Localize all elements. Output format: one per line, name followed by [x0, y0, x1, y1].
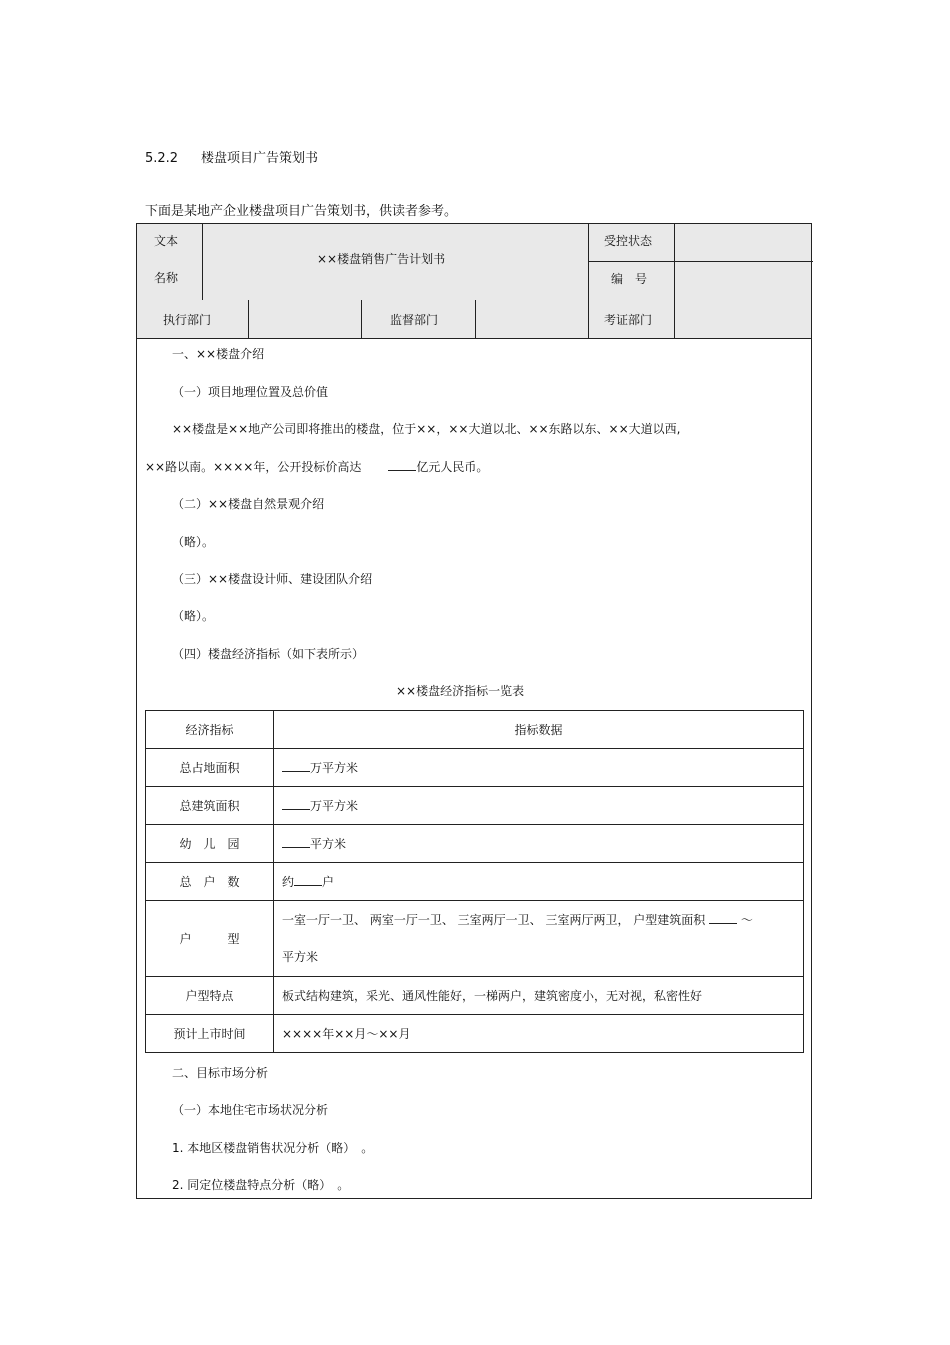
doc-name-label-2: 名称: [154, 271, 179, 285]
control-status-label: 受控状态: [604, 234, 653, 248]
value-blank[interactable]: [282, 798, 310, 810]
row-key: 预计上市时间: [146, 1015, 274, 1053]
section-heading: [145, 147, 318, 166]
bid-price-blank[interactable]: [388, 459, 416, 471]
section-2-1-item-2: 2. 同定位楼盘特点分析（略） 。: [172, 1178, 350, 1192]
audit-dept-label: 考证部门: [604, 313, 653, 327]
exec-dept-label: 执行部门: [163, 313, 212, 327]
table-header-row: [146, 711, 804, 749]
row-key: 总建筑面积: [146, 787, 274, 825]
section-1-1-para-2: [145, 458, 488, 475]
supervise-dept-label: 监督部门: [390, 313, 439, 327]
table-row: [146, 1015, 804, 1053]
section-1-3-text: （略）。: [172, 609, 215, 623]
row-value: 一室一厅一卫、 两室一厅一卫、 三室两厅一卫、 三室两厅两卫， 户型建筑面积 ～ 平方米: [274, 901, 804, 977]
section-title: 楼盘项目广告策划书: [201, 151, 319, 166]
table-row: [146, 863, 804, 901]
number-label: 编 号: [611, 272, 648, 286]
row-value: 万平方米: [274, 749, 804, 787]
row-key: 总 户 数: [146, 863, 274, 901]
table-row: [146, 977, 804, 1015]
row-value: ××××年××月～××月: [274, 1015, 804, 1053]
table-row: [146, 749, 804, 787]
section-1-1-title: （一）项目地理位置及总价值: [172, 385, 329, 399]
value-blank[interactable]: [282, 760, 310, 772]
row-key: 总占地面积: [146, 749, 274, 787]
row-value: 板式结构建筑，采光、通风性能好，一梯两户，建筑密度小，无对视，私密性好: [274, 977, 804, 1015]
section-1-3-title: （三）××楼盘设计师、建设团队介绍: [172, 572, 373, 586]
table-caption: ××楼盘经济指标一览表: [396, 684, 525, 698]
exec-dept-value[interactable]: [249, 300, 362, 338]
table-row-unit-types: [146, 901, 804, 977]
row-value: 约 户: [274, 863, 804, 901]
table-row: [146, 787, 804, 825]
doc-title-cell: [203, 224, 589, 300]
para-2-text-a: ××路以南。××××年，公开投标价高达: [145, 460, 362, 474]
doc-name-label-1: 文本: [154, 234, 179, 248]
value-blank[interactable]: [282, 836, 310, 848]
header-title-row: [137, 224, 811, 301]
section-number: 5.2.2: [145, 151, 179, 166]
section-2-1-item-1: 1. 本地区楼盘销售状况分析（略） 。: [172, 1141, 374, 1155]
header-dept-row: [137, 300, 811, 339]
audit-dept-label-cell: [589, 300, 675, 338]
para-2-text-b: 亿元人民币。: [416, 460, 489, 474]
audit-dept-value[interactable]: [675, 300, 813, 338]
doc-title: ××楼盘销售广告计划书: [317, 252, 446, 266]
section-1-2-title: （二）××楼盘自然景观介绍: [172, 497, 325, 511]
section-2-title: 二、目标市场分析: [172, 1066, 269, 1080]
supervise-dept-value[interactable]: [476, 300, 589, 338]
economic-indicators-table: [145, 710, 804, 1053]
exec-dept-label-cell: [137, 300, 249, 338]
doc-name-label-cell: [137, 224, 203, 300]
row-value: 万平方米: [274, 787, 804, 825]
section-2-1-title: （一）本地住宅市场状况分析: [172, 1103, 329, 1117]
col-value-header: 指标数据: [274, 711, 804, 749]
section-1-4-title: （四）楼盘经济指标（如下表所示）: [172, 647, 365, 661]
status-label-cell: [589, 224, 675, 300]
col-key-header: 经济指标: [146, 711, 274, 749]
supervise-dept-label-cell: [362, 300, 476, 338]
row-value: 平方米: [274, 825, 804, 863]
section-1-1-para-1: ××楼盘是××地产公司即将推出的楼盘，位于××，××大道以北、××东路以东、××大道以西,: [172, 422, 681, 436]
row-key: 幼 儿 园: [146, 825, 274, 863]
row-key: 户 型: [146, 901, 274, 977]
status-value-cell[interactable]: [675, 224, 813, 300]
section-1-2-text: （略）。: [172, 535, 215, 549]
section-1-title: 一、××楼盘介绍: [172, 347, 265, 361]
value-blank[interactable]: [294, 874, 322, 886]
area-min-blank[interactable]: [709, 912, 737, 924]
intro-text: 下面是某地产企业楼盘项目广告策划书，供读者参考。: [145, 204, 458, 219]
table-row: [146, 825, 804, 863]
row-key: 户型特点: [146, 977, 274, 1015]
